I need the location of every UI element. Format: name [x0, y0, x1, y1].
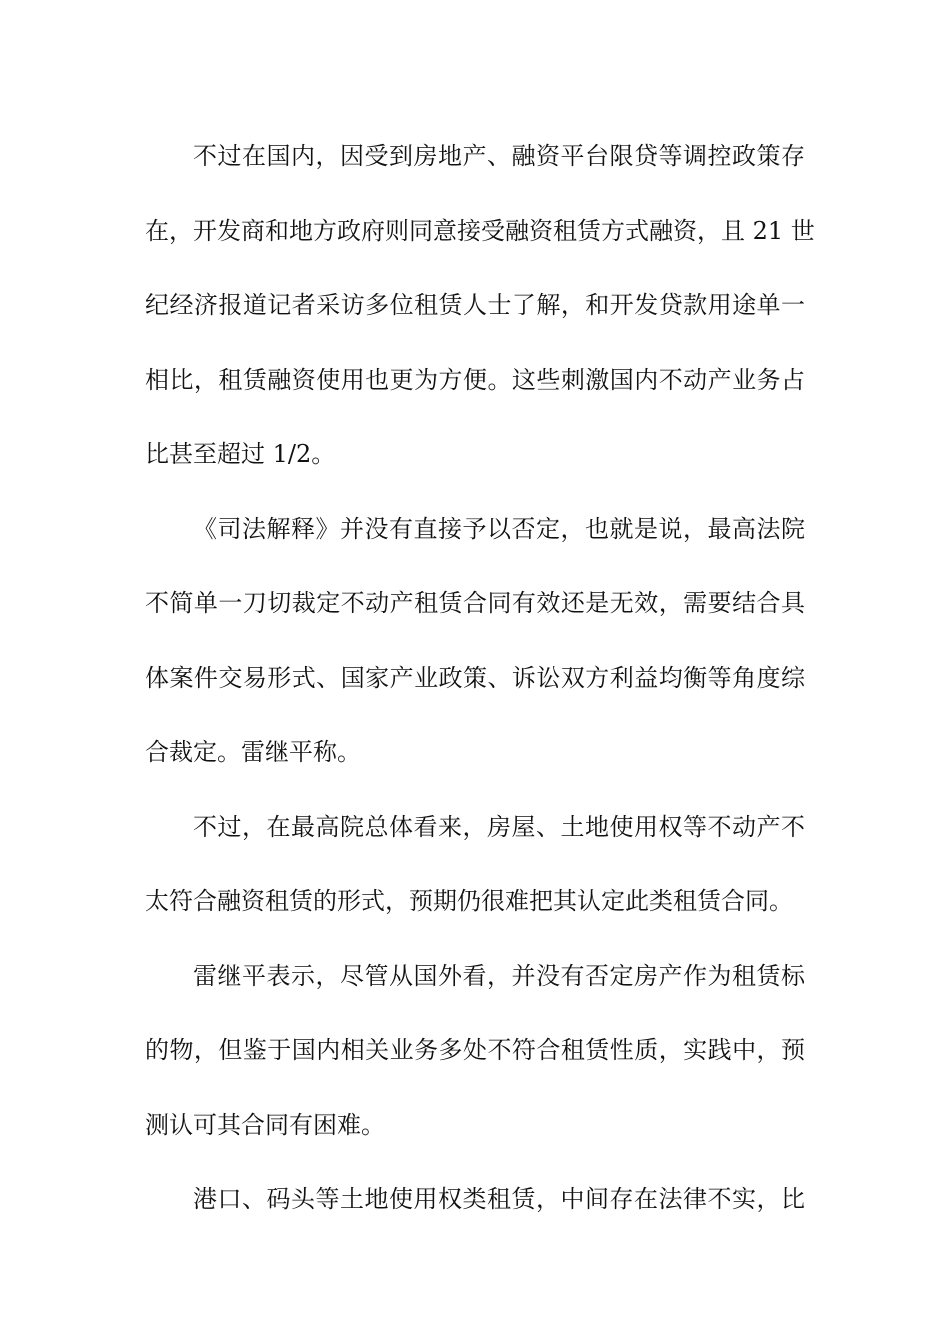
paragraph-1-line-1: 不过在国内，因受到房地产、融资平台限贷等调控政策存 — [193, 142, 805, 170]
paragraph-2-line-4: 合裁定。雷继平称。 — [145, 738, 361, 766]
body-text — [145, 127, 815, 1245]
paragraph-1-line-5: 比甚至超过 1/2。 — [145, 440, 336, 468]
paragraph-1-line-4: 相比，租赁融资使用也更为方便。这些刺激国内不动产业务占 — [145, 365, 805, 394]
paragraph-5-line-1: 港口、码头等土地使用权类租赁，中间存在法律不实，比 — [193, 1185, 805, 1213]
paragraph-3-line-2: 太符合融资租赁的形式，预期仍很难把其认定此类租赁合同。 — [145, 887, 793, 915]
paragraph-1-line-3: 纪经济报道记者采访多位租赁人士了解，和开发贷款用途单一 — [145, 291, 805, 319]
paragraph-4-line-2: 的物，但鉴于国内相关业务多处不符合租赁性质，实践中，预 — [145, 1036, 805, 1064]
paragraph-4-line-3: 测认可其合同有困难。 — [145, 1110, 385, 1139]
paragraph-2-line-1: 《司法解释》并没有直接予以否定，也就是说，最高法院 — [193, 514, 805, 543]
paragraph-1-line-2: 在，开发商和地方政府则同意接受融资租赁方式融资，且 21 世 — [145, 216, 815, 245]
paragraph-4-line-1: 雷继平表示，尽管从国外看，并没有否定房产作为租赁标 — [193, 961, 805, 990]
paragraph-2-line-2: 不简单一刀切裁定不动产租赁合同有效还是无效，需要结合具 — [145, 589, 805, 617]
paragraph-3-line-1: 不过，在最高院总体看来，房屋、土地使用权等不动产不 — [193, 812, 805, 841]
paragraph-2-line-3: 体案件交易形式、国家产业政策、诉讼双方利益均衡等角度综 — [145, 663, 805, 692]
